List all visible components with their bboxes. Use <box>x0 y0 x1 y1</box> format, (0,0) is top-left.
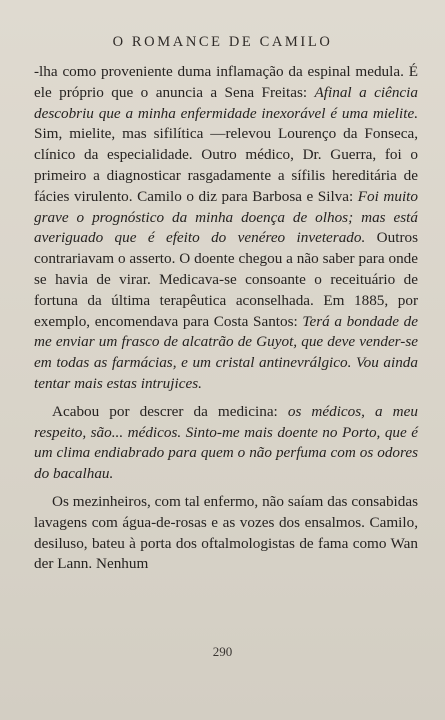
text-run: Sim, mielite, mas sifilítica —relevou Lourenço da Fonseca, clínico da especialidade. Outro médico, Dr. Guerra, foi o primeiro a diagnosticar rasgadamente a sífilis hereditária de fácies virulento. Camilo o diz para Barbosa e Silva: <box>34 125 418 205</box>
body-text <box>34 62 418 575</box>
italic-quote: Terá a bondade de me enviar um frasco de alcatrão de Guyot, que deve vender-se em todas as farmácias, e um cristal antinevrálgico. Vou ainda tentar mais estas intrujices. <box>34 312 418 392</box>
text-run: Outros contrariavam o asserto. O doente chegou a não saber para onde se havia de virar. Medicava-se consoante o receituário de fortuna da última terapêutica aconselhada. Em 1885, por exemplo, encomendava para Costa Santos: <box>34 229 419 330</box>
italic-quote: os médicos, a meu respeito, são... médicos. Sinto-me mais doente no Porto, que é um clima endiabrado para quem o não perfuma com os odores do bacalhau. <box>34 402 418 483</box>
text-run: Os mezinheiros, com tal enfermo, não saíam das consabidas lavagens com água-de-rosas e as vozes dos ensalmos. Camilo, desiluso, bateu à porta dos oftalmologistas de fama como Wan der Lann. Nenhum <box>34 492 418 573</box>
page-number: 290 <box>212 644 233 659</box>
italic-quote: Foi muito grave o prognóstico da minha doença de olhos; mas está averiguado que é efeito do venéreo inveterado. <box>34 187 418 247</box>
paragraph-1 <box>34 62 418 395</box>
text-run: Acabou por descrer da medicina: <box>52 402 288 420</box>
italic-quote: Afinal a ciência descobriu que a minha enfermidade inexorável é uma mielite. <box>34 83 418 122</box>
text-run: -lha como proveniente duma inflamação da espinal medula. É ele próprio que o anuncia a Sena Freitas: <box>34 63 418 101</box>
paragraph-3 <box>34 492 418 575</box>
paragraph-2 <box>34 402 418 485</box>
running-header: O ROMANCE DE CAMILO <box>112 34 333 50</box>
